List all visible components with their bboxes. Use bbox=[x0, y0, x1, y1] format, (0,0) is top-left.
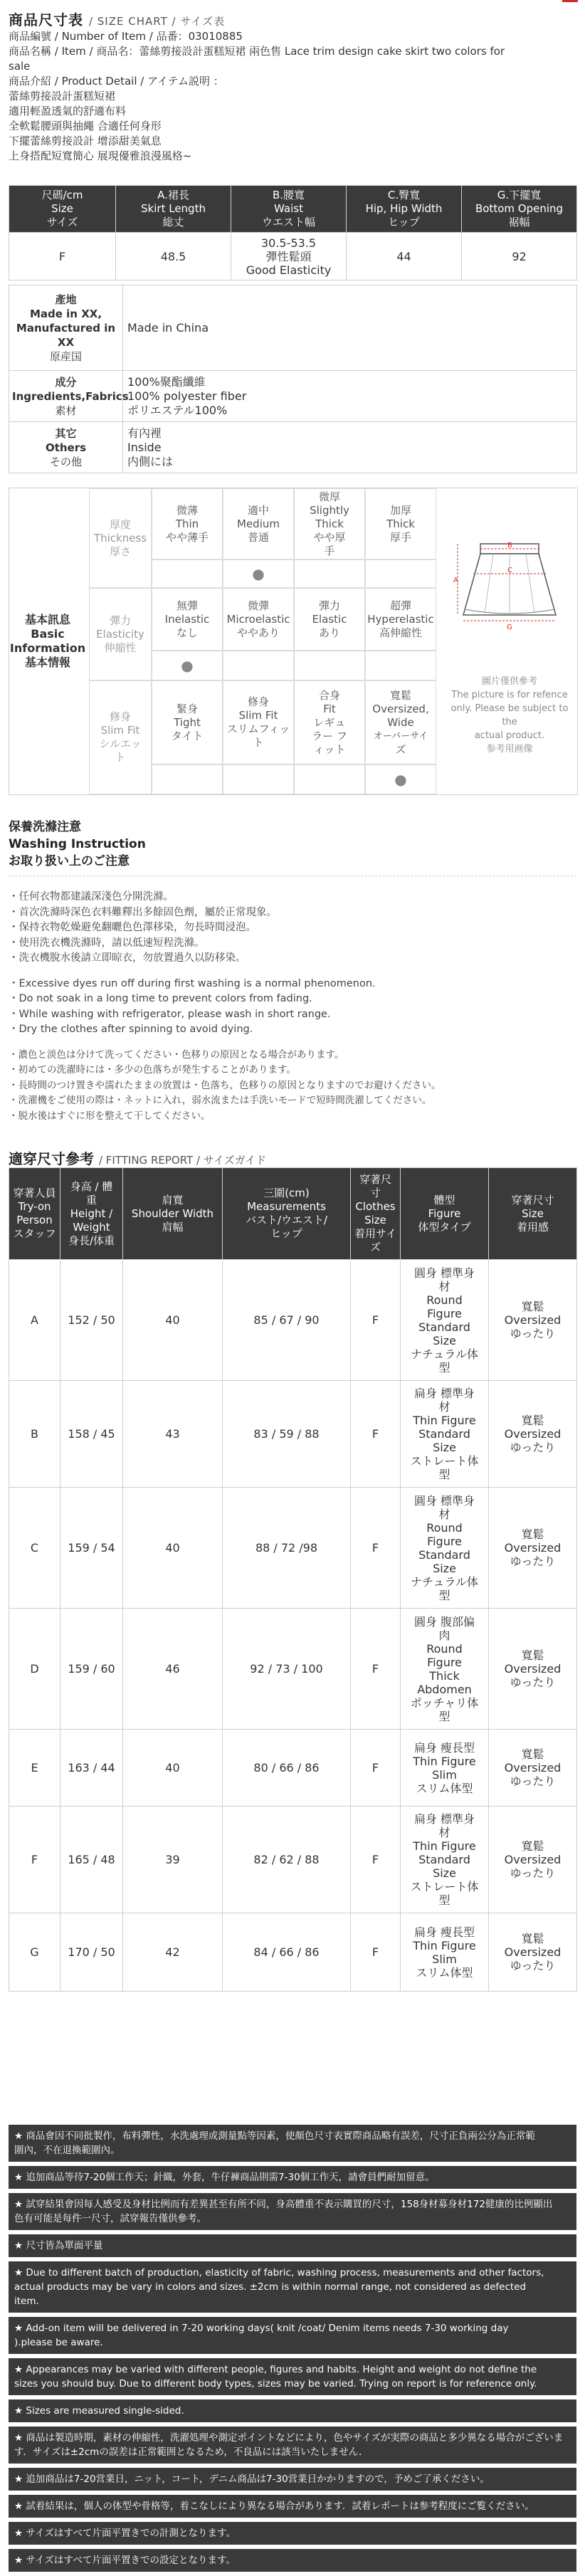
elasticity-head: 彈力 Elasticity 伸縮性 bbox=[89, 588, 152, 680]
waist-value: 30.5-53.5 彈性鬆頭 Good Elasticity bbox=[231, 233, 347, 280]
note-item: ★ 尺寸皆為單面平量 bbox=[9, 2234, 576, 2257]
fit-head: 修身 Slim Fit シルエッ ト bbox=[89, 680, 152, 794]
clothes-size-cell: F bbox=[351, 1807, 401, 1913]
clothes-size-cell: F bbox=[351, 1730, 401, 1807]
size-table bbox=[9, 185, 577, 280]
table-row bbox=[9, 1260, 577, 1381]
header-line: 下擺蕾絲剪接設計 增添甜美氣息 bbox=[9, 135, 162, 147]
basic-info-section bbox=[9, 488, 578, 795]
fit-option-slim: 修身 Slim Fit スリムフィッ ト bbox=[223, 680, 294, 764]
skirt-illustration bbox=[443, 488, 576, 666]
washing-group-en: ・Excessive dyes run off during first washing is a normal phenomenon. ・Do not soak in a long time to prevent colors from fading. ・While washing with refrigerator, please wash in short range. ・Dry the clothes after spinning to avoid dying. bbox=[9, 977, 376, 1035]
note-item: ★ Add-on item will be delivered in 7-20 working days( knit /coat/ Denim items needs 7-30 working day ).please be aware. bbox=[9, 2317, 576, 2354]
hip-value: 44 bbox=[347, 233, 462, 280]
height-weight-cell: 159 / 60 bbox=[60, 1609, 123, 1730]
note-item: ★ 商品會因不同批製作，布料彈性，水洗處理或測量點等因素，使顏色尺寸表實際商品略有誤差，尺寸正負兩公分為正常範 圍內，不在退換範圍內。 bbox=[9, 2125, 576, 2162]
measurements-cell: 85 / 67 / 90 bbox=[223, 1260, 351, 1381]
note-item: ★ 商品は製造時期，素材の伸縮性，洗濯処理や測定ポイントなどにより，色やサイズが実際の商品と多少異なる場合がございます．サイズは±2cmの誤差は正常範囲となるため，不良品には該当いたしません． bbox=[9, 2427, 576, 2464]
note-item: ★ 試着結果は，個人の体型や骨格等，着こなしにより異なる場合があります．試着レポートは参考程度にご覧ください。 bbox=[9, 2495, 576, 2518]
clothes-size-cell: F bbox=[351, 1609, 401, 1730]
table-row bbox=[9, 1381, 577, 1488]
measurements-cell: 92 / 73 / 100 bbox=[223, 1609, 351, 1730]
fit-option-oversized: 寬鬆 Oversized, Wide オーバーサイ ズ bbox=[365, 680, 436, 764]
person-cell: G bbox=[9, 1913, 60, 1992]
table-row bbox=[9, 1730, 577, 1807]
length-header: A.裙長 Skirt Length 総丈 bbox=[116, 186, 231, 233]
measurements-cell: 88 / 72 /98 bbox=[223, 1488, 351, 1609]
person-cell: D bbox=[9, 1609, 60, 1730]
height-weight-cell: 158 / 45 bbox=[60, 1381, 123, 1488]
thickness-option-medium: 適中 Medium 普通 bbox=[223, 488, 294, 559]
figure-cell: 扁身 標準身 材 Thin Figure Standard Size ストレート体 型 bbox=[401, 1381, 489, 1488]
washing-title: 保養洗滌注意 Washing Instruction お取り扱い上のご注意 bbox=[9, 819, 576, 876]
corner-accent bbox=[562, 0, 578, 2]
basic-info-grid bbox=[89, 488, 436, 794]
note-item: ★ Due to different batch of production, elasticity of fabric, washing process, measurements and other factors, actual products may be vary in colors and sizes. ±2cm is within normal range, not considered as defected item. bbox=[9, 2261, 576, 2313]
shoulder-cell: 40 bbox=[123, 1730, 223, 1807]
skirt-label-g: G bbox=[507, 624, 512, 631]
fitting-title: 適穿尺寸參考 / FITTING REPORT / サイズガイド bbox=[9, 1147, 576, 1172]
table-row bbox=[9, 1913, 577, 1992]
thickness-dot bbox=[294, 559, 365, 588]
fabric-label: 成分 Ingredients,Fabrics 素材 bbox=[9, 371, 123, 422]
measurements-cell: 82 / 62 / 88 bbox=[223, 1807, 351, 1913]
note-item: ★ サイズはすべて片面平置きでの設定となります。 bbox=[9, 2549, 576, 2572]
shoulder-cell: 40 bbox=[123, 1260, 223, 1381]
others-value: 有內裡 Inside 内側には bbox=[123, 422, 577, 473]
shoulder-cell: 46 bbox=[123, 1609, 223, 1730]
elasticity-dot-selected: ● bbox=[152, 651, 223, 680]
skirt-label-a: A bbox=[453, 577, 458, 584]
header-line: 商品編號 / Number of Item / 品番：03010885 bbox=[9, 30, 243, 43]
fit-dot bbox=[223, 764, 294, 794]
shoulder-header: 肩寬 Shoulder Width 肩幅 bbox=[123, 1168, 223, 1260]
shoulder-cell: 39 bbox=[123, 1807, 223, 1913]
size-value: F bbox=[9, 233, 116, 280]
elasticity-dot bbox=[223, 651, 294, 680]
header-line: 商品名稱 / Item / 商品名：蕾絲剪接設計蛋糕短裙 兩色售 Lace trim design cake skirt two colors for bbox=[9, 45, 505, 58]
basic-info-label: 基本訊息 Basic Information 基本情報 bbox=[9, 613, 86, 669]
fit-dot-selected: ● bbox=[365, 764, 436, 794]
origin-value: Made in China bbox=[123, 285, 577, 371]
fitting-table bbox=[9, 1167, 577, 1992]
table-row bbox=[9, 1609, 577, 1730]
figure-header: 體型 Figure 体型タイプ bbox=[401, 1168, 489, 1260]
fit-size-cell: 寬鬆 Oversized ゆったり bbox=[489, 1609, 577, 1730]
fit-option-regular: 合身 Fit レギュ ラー フ ィット bbox=[294, 680, 365, 764]
fit-option-tight: 緊身 Tight タイト bbox=[152, 680, 223, 764]
note-item: ★ 追加商品等待7-20個工作天；針織，外套，牛仔褲商品則需7-30個工作天，請會員們耐加留意。 bbox=[9, 2166, 576, 2189]
elasticity-option-hyperelastic: 超彈 Hyperelastic 高伸縮性 bbox=[365, 588, 436, 651]
clothes-size-cell: F bbox=[351, 1488, 401, 1609]
elasticity-option-microelastic: 微彈 Microelastic ややあり bbox=[223, 588, 294, 651]
shoulder-cell: 43 bbox=[123, 1381, 223, 1488]
thickness-option-slightly-thick: 微厚 Slightly Thick やや厚 手 bbox=[294, 488, 365, 559]
fit-size-cell: 寬鬆 Oversized ゆったり bbox=[489, 1730, 577, 1807]
measurements-header: 三圍(cm) Measurements バスト/ウエスト/ ヒップ bbox=[223, 1168, 351, 1260]
size-header: 尺碼/cm Size サイズ bbox=[9, 186, 116, 233]
table-row bbox=[9, 1488, 577, 1609]
bottom-header: G.下擺寬 Bottom Opening 裾幅 bbox=[462, 186, 577, 233]
figure-cell: 扁身 瘦長型 Thin Figure Slim スリム体型 bbox=[401, 1730, 489, 1807]
measurements-cell: 84 / 66 / 86 bbox=[223, 1913, 351, 1992]
fabric-value: 100%聚酯纖維 100% polyester fiber ポリエステル100% bbox=[123, 371, 577, 422]
header-line: sale bbox=[9, 60, 31, 73]
others-label: 其它 Others その他 bbox=[9, 422, 123, 473]
shoulder-cell: 42 bbox=[123, 1913, 223, 1992]
length-value: 48.5 bbox=[116, 233, 231, 280]
clothes-size-cell: F bbox=[351, 1913, 401, 1992]
note-item: ★ サイズはすべて片面平置きでの計測となります。 bbox=[9, 2522, 576, 2545]
page-title: 商品尺寸表 / SIZE CHART / サイズ表 bbox=[9, 11, 226, 28]
thickness-head: 厚度 Thickness 厚さ bbox=[89, 488, 152, 588]
waist-header: B.腰寬 Waist ウエスト幅 bbox=[231, 186, 347, 233]
height-weight-cell: 159 / 54 bbox=[60, 1488, 123, 1609]
elasticity-dot bbox=[365, 651, 436, 680]
elasticity-option-elastic: 彈力 Elastic あり bbox=[294, 588, 365, 651]
header-line: 全軟鬆腰頭與抽繩 合適任何身形 bbox=[9, 120, 162, 132]
thickness-dot-selected: ● bbox=[223, 559, 294, 588]
header-line: 商品介紹 / Product Detail / アイテム説明 ： bbox=[9, 75, 224, 88]
skirt-diagram bbox=[443, 488, 576, 794]
height-weight-cell: 152 / 50 bbox=[60, 1260, 123, 1381]
person-cell: E bbox=[9, 1730, 60, 1807]
product-header bbox=[9, 13, 578, 164]
person-cell: F bbox=[9, 1807, 60, 1913]
fit-size-cell: 寬鬆 Oversized ゆったり bbox=[489, 1381, 577, 1488]
thickness-option-thin: 微薄 Thin やや薄手 bbox=[152, 488, 223, 559]
note-item: ★ 試穿結果會因每人感受及身材比例而有差異甚至有所不同，身高體重不表示購買的尺寸，158身材募身材172健康的比例顯出 色有可能是每件一尺寸，試穿報告僅供參考。 bbox=[9, 2193, 576, 2230]
hip-header: C.臀寬 Hip, Hip Width ヒップ bbox=[347, 186, 462, 233]
fit-row bbox=[89, 680, 436, 794]
notes-section bbox=[9, 2125, 576, 2576]
shoulder-cell: 40 bbox=[123, 1488, 223, 1609]
figure-cell: 圓身 標準身 材 Round Figure Standard Size ナチュラル体 型 bbox=[401, 1260, 489, 1381]
person-header: 穿著人員 Try-on Person スタッフ bbox=[9, 1168, 60, 1260]
clothes-size-cell: F bbox=[351, 1260, 401, 1381]
height-weight-header: 身高 / 體 重 Height / Weight 身長/体重 bbox=[60, 1168, 123, 1260]
person-cell: A bbox=[9, 1260, 60, 1381]
header-line: 適用輕盈透氣的舒適布料 bbox=[9, 105, 127, 117]
washing-group-zh: ・任何衣物都建議深淺色分開洗滌。 ・首次洗滌時深色衣料難釋出多餘固色劑，屬於正常現象。 ・保持衣物乾燥避免翻曬色色澤移染，勿長時間浸泡。 ・使用洗衣機洗滌時，請以低速短程洗滌。 ・洗衣機脫水後請立即晾衣，勿放置過久以防移染。 bbox=[9, 891, 277, 964]
thickness-row bbox=[89, 488, 436, 588]
washing-group-ja: ・濃色と淡色は分けて洗ってください・色移りの原因となる場合があります。 ・初めての洗濯時には・多少の色落ちが発生することがあります。 ・長時間のつけ置きや濡れたままの放置は・色落ち，色移りの原因となりますのでお避けください。 ・洗濯機をご使用の際は・ネットに入れ，弱水流または手洗いモードで短時間洗濯してください。 ・脱水後はすぐに形を整えて干してください。 bbox=[9, 1048, 441, 1122]
height-weight-cell: 165 / 48 bbox=[60, 1807, 123, 1913]
fit-size-cell: 寬鬆 Oversized ゆったり bbox=[489, 1488, 577, 1609]
header-line: 蕾絲剪接設計蛋糕短裙 bbox=[9, 90, 116, 102]
bottom-value: 92 bbox=[462, 233, 577, 280]
thickness-dot bbox=[152, 559, 223, 588]
skirt-label-c: C bbox=[507, 567, 512, 574]
fit-dot bbox=[294, 764, 365, 794]
figure-cell: 圓身 標準身 材 Round Figure Standard Size ナチュラル体 型 bbox=[401, 1488, 489, 1609]
fit-size-cell: 寬鬆 Oversized ゆったり bbox=[489, 1913, 577, 1992]
table-row bbox=[9, 1807, 577, 1913]
detail-table bbox=[9, 285, 577, 473]
washing-instructions bbox=[9, 890, 576, 1134]
elasticity-option-inelastic: 無彈 Inelastic なし bbox=[152, 588, 223, 651]
fit-dot bbox=[152, 764, 223, 794]
fit-size-header: 穿著尺寸 Size 着用感 bbox=[489, 1168, 577, 1260]
clothes-size-header: 穿著尺 寸 Clothes Size 着用サイ ズ bbox=[351, 1168, 401, 1260]
fit-size-cell: 寬鬆 Oversized ゆったり bbox=[489, 1260, 577, 1381]
clothes-size-cell: F bbox=[351, 1381, 401, 1488]
person-cell: C bbox=[9, 1488, 60, 1609]
image-note: 圖片僅供參考 The picture is for refence only. Please be subject to the actual product. 参考用画像 bbox=[450, 676, 569, 755]
person-cell: B bbox=[9, 1381, 60, 1488]
height-weight-cell: 170 / 50 bbox=[60, 1913, 123, 1992]
note-item: ★ Sizes are measured single-sided. bbox=[9, 2399, 576, 2422]
height-weight-cell: 163 / 44 bbox=[60, 1730, 123, 1807]
elasticity-dot bbox=[294, 651, 365, 680]
measurements-cell: 83 / 59 / 88 bbox=[223, 1381, 351, 1488]
elasticity-row bbox=[89, 588, 436, 680]
skirt-label-b: B bbox=[507, 542, 512, 550]
figure-cell: 圓身 腹部偏 肉 Round Figure Thick Abdomen ポッチャリ体 型 bbox=[401, 1609, 489, 1730]
fit-size-cell: 寬鬆 Oversized ゆったり bbox=[489, 1807, 577, 1913]
thickness-option-thick: 加厚 Thick 厚手 bbox=[365, 488, 436, 559]
note-item: ★ 追加商品は7-20営業日，ニット，コート，デニム商品は7-30営業日かかりますので，予めご了承ください。 bbox=[9, 2468, 576, 2491]
origin-label: 產地 Made in XX, Manufactured in XX 原産国 bbox=[9, 285, 123, 371]
header-line: 上身搭配短寬簡心 展現優雅浪漫風格~ bbox=[9, 149, 192, 162]
thickness-dot bbox=[365, 559, 436, 588]
note-item: ★ Appearances may be varied with different people, figures and habits. Height and weight do not define the sizes you should buy. Due to different body types, sizes may be varied. Trying on report is for reference only. bbox=[9, 2358, 576, 2395]
figure-cell: 扁身 瘦長型 Thin Figure Slim スリム体型 bbox=[401, 1913, 489, 1992]
figure-cell: 扁身 標準身 材 Thin Figure Standard Size ストレート体 型 bbox=[401, 1807, 489, 1913]
measurements-cell: 80 / 66 / 86 bbox=[223, 1730, 351, 1807]
